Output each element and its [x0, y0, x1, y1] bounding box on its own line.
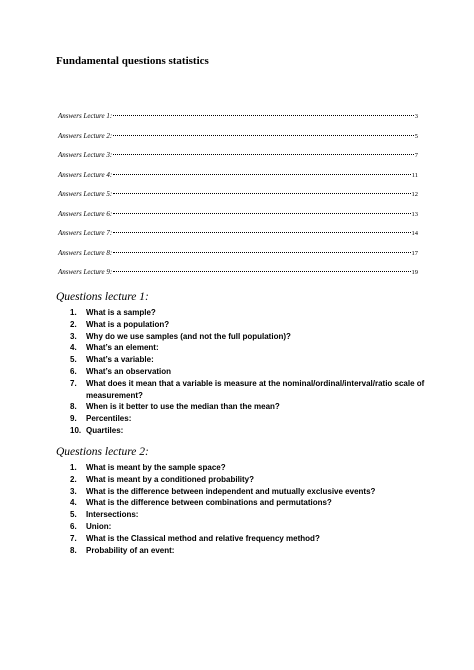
question-text: What’s a variable:: [86, 355, 154, 365]
question-item: [70, 474, 430, 486]
question-item: [70, 497, 430, 509]
section-heading-lecture-2: Questions lecture 2:: [56, 446, 149, 458]
toc-dot-leader: [113, 271, 410, 272]
toc-entry-label: Answers Lecture 5:: [58, 190, 113, 198]
toc-entry[interactable]: [58, 210, 418, 230]
toc-entry-label: Answers Lecture 3:: [58, 151, 113, 159]
question-number: 1.: [70, 463, 77, 472]
question-number: 10.: [70, 425, 82, 435]
question-text: What is meant by the sample space?: [86, 463, 226, 472]
question-text: What is a population?: [86, 319, 170, 329]
question-text: What is meant by a conditioned probability?: [86, 474, 255, 484]
question-item: [70, 462, 430, 474]
question-text: Union:: [86, 521, 112, 531]
question-number: 9.: [70, 414, 77, 424]
toc-dot-leader: [113, 232, 410, 233]
toc-entry-page-number: 7: [414, 152, 418, 159]
question-item: [70, 331, 430, 343]
toc-dot-leader: [113, 213, 410, 214]
toc-entry-page-number: 19: [411, 269, 418, 276]
toc-dot-leader: [113, 115, 414, 116]
question-number: 4.: [70, 343, 77, 353]
toc-entry[interactable]: [58, 112, 418, 132]
toc-entry-label: Answers Lecture 2:: [58, 131, 113, 140]
question-text: Probability of an event:: [86, 545, 175, 555]
document-title: Fundamental questions statistics: [56, 55, 209, 67]
question-item: [70, 354, 430, 366]
question-text: Why do we use samples (and not the full population)?: [86, 331, 291, 341]
question-number: 2.: [70, 319, 77, 329]
toc-dot-leader: [113, 135, 414, 136]
question-item: [70, 366, 430, 378]
question-text: What is the Classical method and relative frequency method?: [86, 533, 320, 543]
question-text: What does it mean that a variable is measure at the nominal/ordinal/interval/ratio scale of measurement?: [86, 378, 425, 400]
question-item: [70, 319, 430, 331]
toc-entry-label: Answers Lecture 6:: [58, 209, 113, 218]
question-number: 7.: [70, 378, 77, 388]
question-number: 2.: [70, 474, 77, 484]
question-item: [70, 307, 430, 319]
question-number: 4.: [70, 498, 77, 508]
question-list-lecture-2: [70, 462, 430, 556]
question-number: 8.: [70, 545, 77, 555]
toc-entry-label: Answers Lecture 8:: [58, 248, 113, 257]
question-text: What is a sample?: [86, 308, 156, 317]
question-item: [70, 533, 430, 545]
toc-entry[interactable]: [58, 151, 418, 171]
toc-entry-page-number: 3: [414, 113, 418, 120]
question-item: [70, 486, 430, 498]
toc-entry-page-number: 5: [414, 132, 418, 140]
toc-entry-page-number: 14: [411, 230, 418, 237]
question-text: What’s an observation: [86, 366, 172, 376]
question-text: Percentiles:: [86, 414, 132, 424]
toc-entry-page-number: 17: [411, 249, 418, 257]
question-item: [70, 413, 430, 425]
question-number: 3.: [70, 486, 77, 496]
toc-entry[interactable]: [58, 171, 418, 191]
question-item: [70, 509, 430, 521]
toc-entry-label: Answers Lecture 1:: [58, 112, 113, 120]
question-item: [70, 342, 430, 354]
section-heading-lecture-1: Questions lecture 1:: [56, 291, 149, 303]
question-item: [70, 425, 430, 437]
toc-dot-leader: [113, 193, 410, 194]
toc-entry[interactable]: [58, 268, 418, 288]
question-text: What is the difference between independent and mutually exclusive events?: [86, 486, 376, 496]
toc-entry-label: Answers Lecture 7:: [58, 229, 113, 237]
question-text: Quartiles:: [86, 425, 124, 435]
toc-entry[interactable]: [58, 229, 418, 249]
toc-dot-leader: [113, 174, 411, 175]
toc-dot-leader: [113, 252, 410, 253]
question-number: 6.: [70, 521, 77, 531]
question-number: 6.: [70, 366, 77, 376]
question-text: When is it better to use the median than the mean?: [86, 402, 280, 412]
toc-entry-label: Answers Lecture 4:: [58, 170, 113, 179]
question-item: [70, 378, 430, 402]
question-text: What is the difference between combinations and permutations?: [86, 498, 332, 508]
table-of-contents: [58, 112, 418, 288]
toc-entry[interactable]: [58, 190, 418, 210]
toc-entry-page-number: 12: [411, 191, 418, 198]
toc-entry-page-number: 11: [411, 171, 418, 179]
question-text: What’s an element:: [86, 343, 159, 353]
question-item: [70, 401, 430, 413]
toc-dot-leader: [113, 154, 414, 155]
question-text: Intersections:: [86, 510, 139, 520]
toc-entry[interactable]: [58, 132, 418, 152]
question-item: [70, 545, 430, 557]
toc-entry-label: Answers Lecture 9:: [58, 268, 113, 276]
question-number: 5.: [70, 510, 77, 520]
question-number: 8.: [70, 402, 77, 412]
question-number: 7.: [70, 533, 77, 543]
toc-entry[interactable]: [58, 249, 418, 269]
question-number: 3.: [70, 331, 77, 341]
question-number: 5.: [70, 355, 77, 365]
toc-entry-page-number: 13: [411, 210, 418, 218]
question-list-lecture-1: [70, 307, 430, 437]
question-number: 1.: [70, 308, 77, 317]
question-item: [70, 521, 430, 533]
